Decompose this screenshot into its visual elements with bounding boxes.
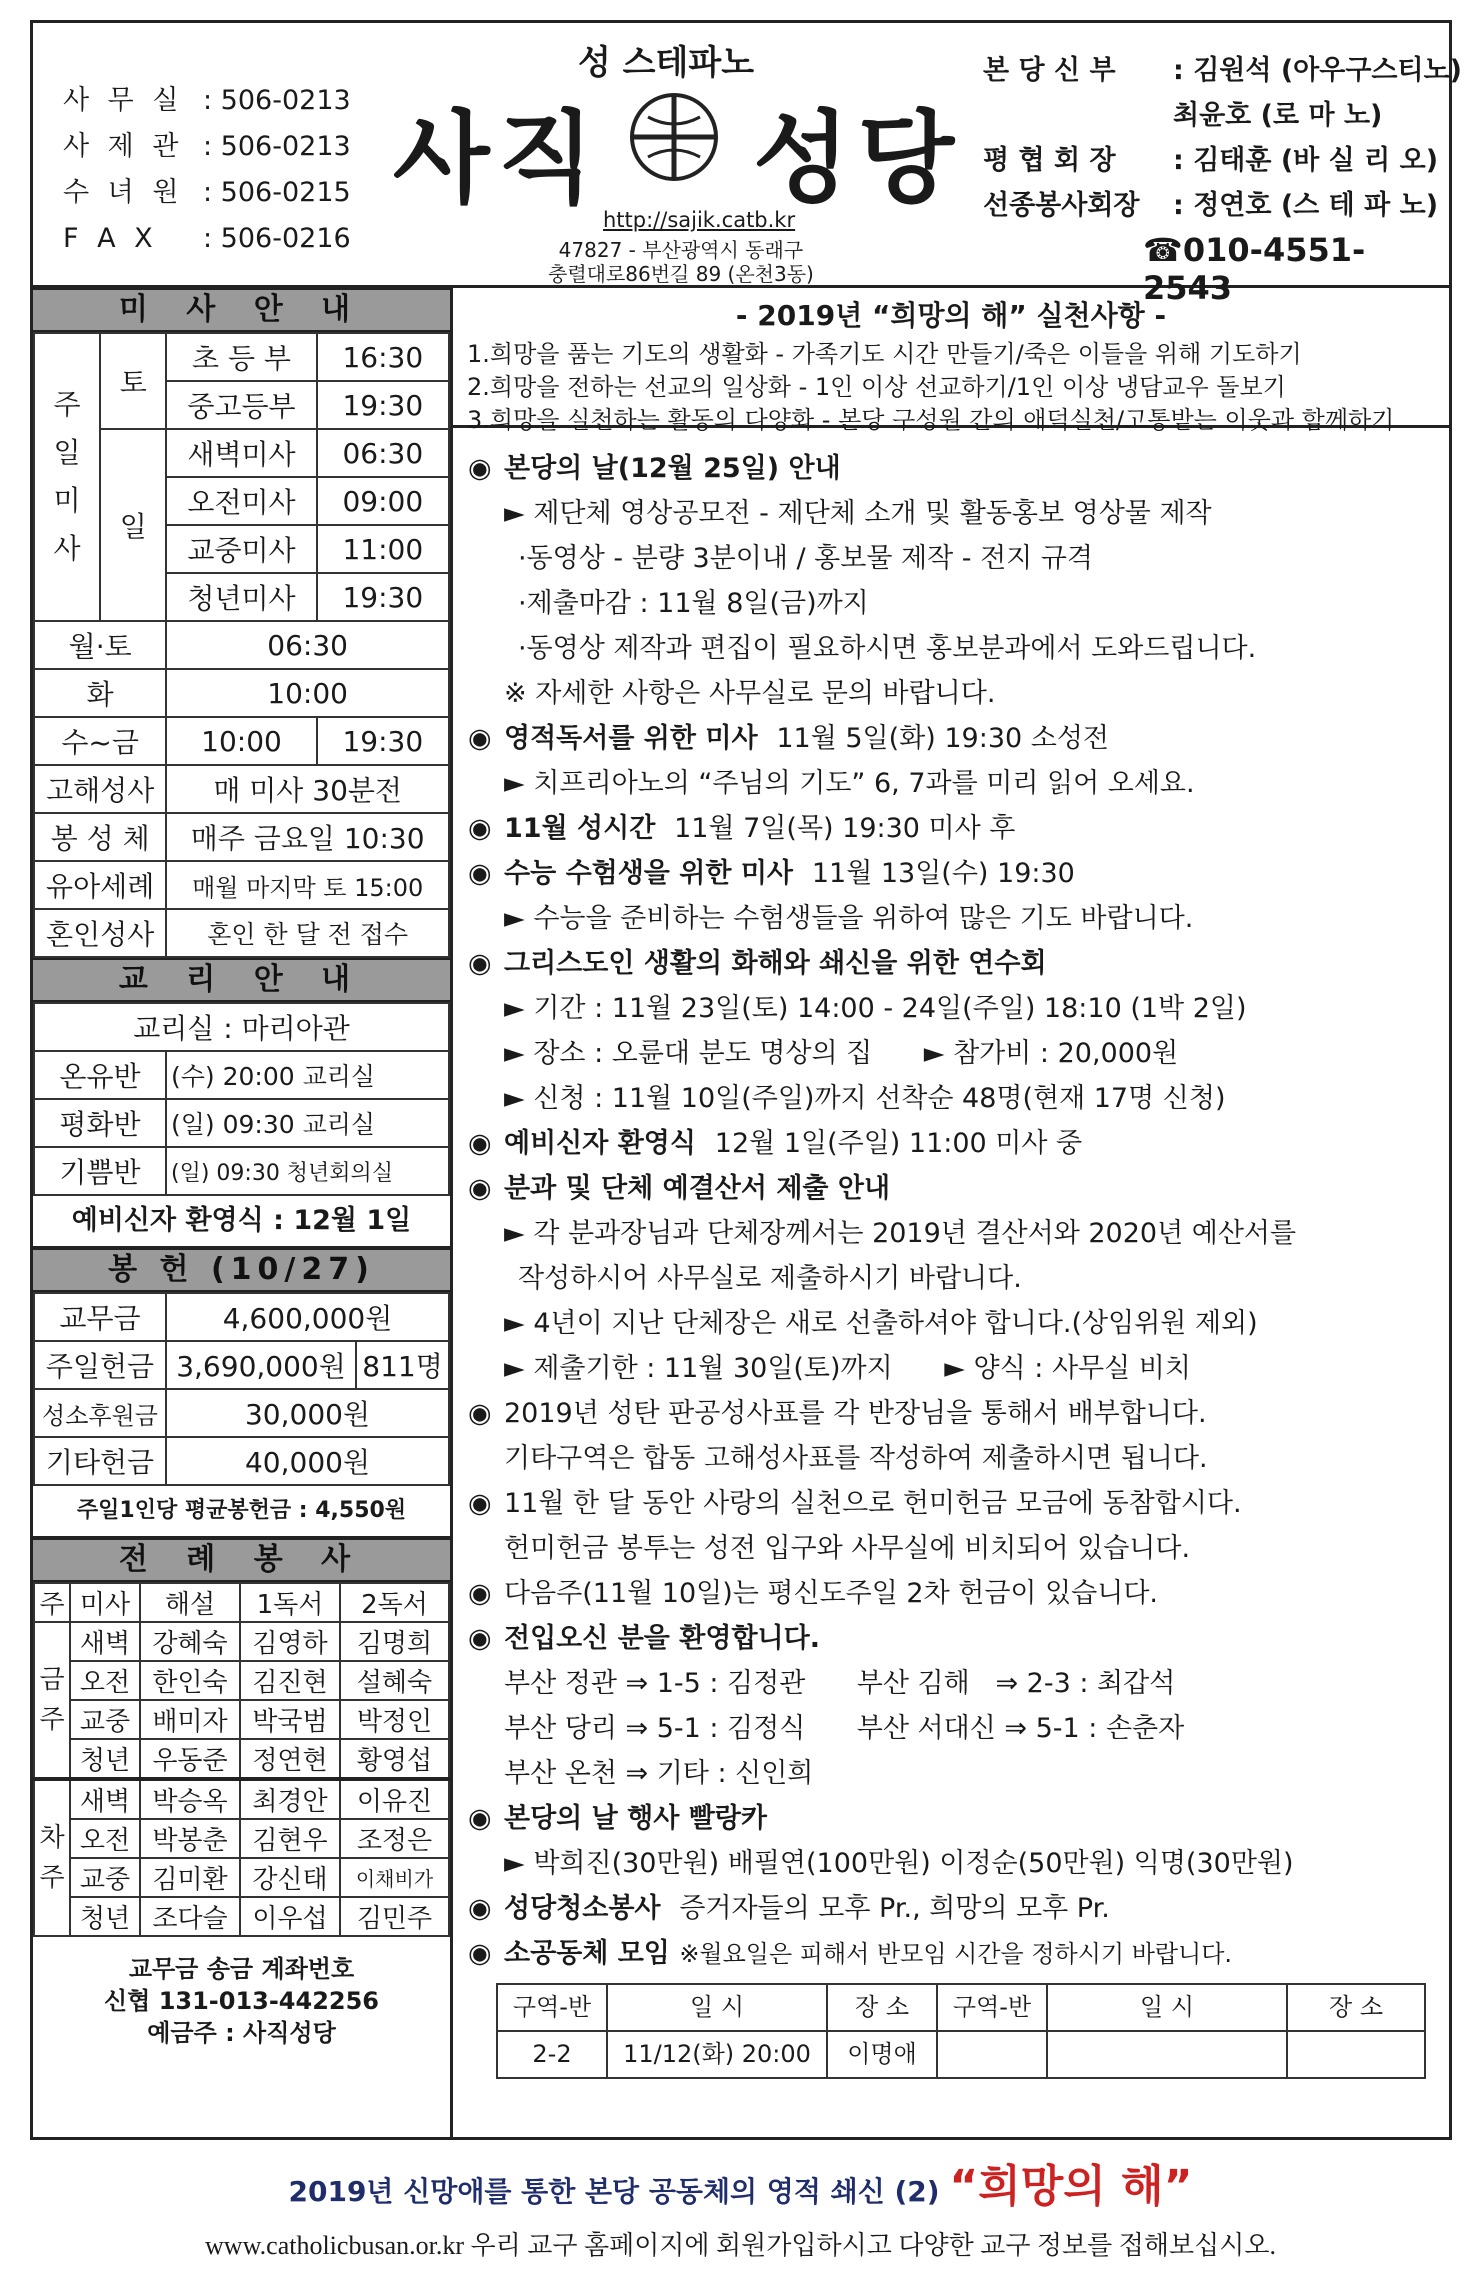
account-info: 교무금 송금 계좌번호 신협 131-013-442256 예금주 : 사직성당 <box>103 1955 380 2047</box>
table-row: 오전 박봉춘 김현우 조정은 <box>34 1819 449 1858</box>
church-name-right: 성당 <box>753 100 963 217</box>
contact-convent: 수 녀 원 : 506-0215 <box>63 177 351 208</box>
table-row: 주 미사 해설 1독서 2독서 <box>34 1583 449 1622</box>
small-community-table <box>496 1983 1426 2079</box>
cross-emblem-icon <box>628 91 720 187</box>
phone-number: ☎010-4551-2543 <box>1143 231 1366 307</box>
staff-council: 평 협 회 장 : 김태훈 (바 실 리 오) <box>983 145 1439 176</box>
table-row: 오전 한인숙 김진현 설혜숙 <box>34 1661 449 1700</box>
average-offering: 주일1인당 평균봉헌금 : 4,550원 <box>33 1486 450 1538</box>
table-row: 교중 배미자 박국범 박정인 <box>34 1700 449 1739</box>
table-row: 교무금 4,600,000원 <box>34 1293 449 1341</box>
table-row: 유아세례 매월 마지막 토 15:00 <box>34 861 449 909</box>
table-row: 구역-반 일 시 장 소 구역-반 일 시 장 소 <box>497 1984 1425 2031</box>
notice-item: ◉ 2019년 성탄 판공성사표를 각 반장님을 통해서 배부합니다. <box>468 1398 1207 1429</box>
table-row: 교중미사 11:00 <box>34 525 449 573</box>
church-name-left: 사직 <box>393 100 603 217</box>
table-row: 봉 성 체 매주 금요일 10:30 <box>34 813 449 861</box>
notice-item: ◉ 11월 한 달 동안 사랑의 실천으로 헌미헌금 모금에 동참합시다. <box>468 1488 1242 1519</box>
contact-list <box>63 78 351 262</box>
offering-table <box>33 1292 450 1486</box>
table-row: 혼인성사 혼인 한 달 전 접수 <box>34 909 449 957</box>
table-row: 차주 새벽 박승옥 최경안 이유진 <box>34 1779 449 1819</box>
table-row: 온유반 (수) 20:00 교리실 <box>34 1051 449 1099</box>
next-week-label: 차주 <box>34 1779 70 1936</box>
table-row: 월·토 06:30 <box>34 621 449 669</box>
table-row: 주일미사 토 초 등 부 16:30 <box>34 333 449 381</box>
notice-title: ◉ 본당의 날 행사 빨랑카 <box>468 1803 767 1834</box>
sunday-label: 일 <box>100 429 166 621</box>
sunday-mass-label: 주일미사 <box>34 333 100 621</box>
this-week-label: 금주 <box>34 1622 70 1779</box>
table-row: 오전미사 09:00 <box>34 477 449 525</box>
table-row: 고해성사 매 미사 30분전 <box>34 765 449 813</box>
catechism-table <box>33 1002 450 1196</box>
staff-pastor: 본 당 신 부 : 김원석 (아우구스티노) <box>983 55 1463 86</box>
mass-section-title: 미 사 안 내 <box>33 288 450 332</box>
table-row: 2-2 11/12(화) 20:00 이명애 <box>497 2031 1425 2078</box>
left-column <box>33 288 453 2140</box>
contact-fax: F A X : 506-0216 <box>63 223 351 254</box>
table-row: 주일헌금 3,690,000원 811명 <box>34 1341 449 1389</box>
table-row: 청년 우동준 정연현 황영섭 <box>34 1739 449 1779</box>
contact-office: 사 무 실 : 506-0213 <box>63 85 351 116</box>
table-row: 금주 새벽 강혜숙 김영하 김명희 <box>34 1622 449 1661</box>
notice-title: ◉ 본당의 날(12월 25일) 안내 <box>468 453 841 484</box>
table-row: 기쁨반 (일) 09:30 청년회의실 <box>34 1147 449 1195</box>
offering-section-title: 봉 헌 (10/27) <box>33 1248 450 1292</box>
table-row: 수~금 10:00 19:30 <box>34 717 449 765</box>
liturgy-table <box>33 1582 450 1937</box>
contact-rectory: 사 제 관 : 506-0213 <box>63 131 351 162</box>
notice-title: ◉ 수능 수험생을 위한 미사 11월 13일(수) 19:30 <box>468 858 1075 889</box>
table-row: 성소후원금 30,000원 <box>34 1389 449 1437</box>
table-row: 기타헌금 40,000원 <box>34 1437 449 1485</box>
notice-item: ◉ 다음주(11월 10일)는 평신도주일 2차 헌금이 있습니다. <box>468 1578 1159 1609</box>
staff-assistant: 최윤호 (로 마 노) <box>1173 100 1383 131</box>
notice-title: ◉ 11월 성시간 11월 7일(목) 19:30 미사 후 <box>468 813 1016 844</box>
footer-theme-highlight: “희망의 해” <box>949 2161 1193 2212</box>
notice-title: ◉ 분과 및 단체 예결산서 제출 안내 <box>468 1173 891 1204</box>
patron-saint: 성 스테파노 <box>578 43 755 83</box>
staff-list <box>983 48 1462 228</box>
catechism-section-title: 교 리 안 내 <box>33 958 450 1002</box>
notice-title: ◉ 예비신자 환영식 12월 1일(주일) 11:00 미사 중 <box>468 1128 1083 1159</box>
notice-title: ◉ 영적독서를 위한 미사 11월 5일(화) 19:30 소성전 <box>468 723 1110 754</box>
table-row: 교리실 : 마리아관 <box>34 1003 449 1051</box>
annual-goals: - 2019년 “희망의 해” 실천사항 - 1.희망을 품는 기도의 생활화 - 가족기도 시간 만들기/죽은 이들을 위해 기도하기 2.희망을 전하는 선교의 일상화 - 1인 이상 선교하기/1인 이상 냉담교우 돌보기 3.희망을 실천하는 활동의 다양화 - 본당 구성원 간의 애덕실천/고통받는 이웃과 함께하기 <box>453 288 1449 428</box>
liturgy-section-title: 전 례 봉 사 <box>33 1538 450 1582</box>
table-row: 일 새벽미사 06:30 <box>34 429 449 477</box>
goals-title: - 2019년 “희망의 해” 실천사항 - <box>735 299 1167 332</box>
bulletin-page <box>30 20 1463 2140</box>
saturday-label: 토 <box>100 333 166 429</box>
right-column <box>453 288 1449 2140</box>
notice-title: ◉ 그리스도인 생활의 화해와 쇄신을 위한 연수회 <box>468 948 1047 979</box>
footer-theme: 2019년 신망애를 통한 본당 공동체의 영적 쇄신 (2) “희망의 해” <box>288 2161 1193 2212</box>
header <box>33 23 1463 307</box>
mass-table <box>33 332 450 958</box>
parish-address: 47827 - 부산광역시 동래구 충렬대로86번길 89 (온천3동) <box>548 238 814 286</box>
welcome-ceremony: 예비신자 환영식 : 12월 1일 <box>33 1196 450 1248</box>
parish-website-link[interactable]: http://sajik.catb.kr <box>603 208 796 232</box>
notice-title: ◉ 성당청소봉사 증거자들의 모후 Pr., 희망의 모후 Pr. <box>468 1893 1110 1924</box>
table-row: 교중 김미환 강신태 이채비가 <box>34 1858 449 1897</box>
table-row: 화 10:00 <box>34 669 449 717</box>
notices: ◉ 본당의 날(12월 25일) 안내 ► 제단체 영상공모전 - 제단체 소개 및 활동홍보 영상물 제작 ·동영상 - 분량 3분이내 / 홍보물 제작 - 전지 규격 ·제출마감 : 11월 8일(금)까지 ·동영상 제작과 편집이 필요하시면 홍보분과에서 도와드립니다. ※ 자세한 사항은 사무실로 문의 바랍니다. ◉ 영적독서를 위한 미사 11월 5일(화) 19:30 소성전 ► 치프리아노의 “주님의 기도” 6, 7과를 미리 읽어 오세요. ◉ 11월 성시간 11월 7일(목) 19:30 미사 후 ◉ 수능 수험생을 위한 미사 11월 13일(수) 19:30 ► 수능을 준비하는 수험생들을 위하여 많은 기도 바랍니다. ◉ 그리스도인 생활의 화해와 쇄신을 위한 연수회 ► 기간 : 11월 23일(토) 14:00 - 24일(주일) 18:10 (1박 2일) ► 장소 : 오륜대 분도 명상의 집 ► 참가비 : 20,000원 ► 신청 : 11월 10일(주일)까지 선착순 48명(현재 17명 신청) ◉ 예비신자 환영식 12월 1일(주일) 11:00 미사 중 ◉ 분과 및 단체 예결산서 제출 안내 ► 각 분과장님과 단체장께서는 2019년 결산서와 2020년 예산서를 작성하시어 사무실로 제출하시기 바랍니다. ► 4년이 지난 단체장은 새로 선출하셔야 합니다.(상임위원 제외) ► 제출기한 : 11월 30일(토)까지 ► 양식 : 사무실 비치 ◉ 2019년 성탄 판공성사표를 각 반장님을 통해서 배부합니다. 기타구역은 합동 고해성사표를 작성하여 제출하시면 됩니다. ◉ 11월 한 달 동안 사랑의 실천으로 헌미헌금 모금에 동참합시다. 헌미헌금 봉투는 성전 입구와 사무실에 비치되어 있습니다. ◉ 다음주(11월 10일)는 평신도주일 2차 헌금이 있습니다. ◉ 전입오신 분을 환영합니다. 부산 정관 ⇒ 1-5 : 김정관 부산 김해 ⇒ 2-3 : 최갑석 부산 당리 ⇒ 5-1 : 김정식 부산 서대신 ⇒ 5-1 : 손춘자 부산 온천 ⇒ 기타 : 신인희 ◉ 본당의 날 행사 빨랑카 ► 박희진(30만원) 배필연(100만원) 이정순(50만원) 익명(30만원) ◉ 성당청소봉사 증거자들의 모후 Pr., 희망의 모후 Pr. ◉ 소공동체 모임 ※월요일은 피해서 반모임 시간을 정하시기 바랍니다. 구역-반 일 시 장 소 구역-반 일 시 장 소 2-2 11/12(화) 20:00 이명애 <box>453 428 1449 2079</box>
diocese-website-link[interactable]: www.catholicbusan.or.kr <box>205 2231 464 2260</box>
footer-diocese: www.catholicbusan.or.kr 우리 교구 홈페이지에 회원가입하시고 다양한 교구 정보를 접해보십시오. <box>205 2231 1276 2260</box>
table-row: 중고등부 19:30 <box>34 381 449 429</box>
notice-title: ◉ 전입오신 분을 환영합니다. <box>468 1623 820 1654</box>
notice-title: ◉ 소공동체 모임 ※월요일은 피해서 반모임 시간을 정하시기 바랍니다. <box>468 1938 1233 1969</box>
table-row: 청년미사 19:30 <box>34 573 449 621</box>
table-row: 청년 조다슬 이우섭 김민주 <box>34 1897 449 1936</box>
staff-funeral: 선종봉사회장 : 정연호 (스 테 파 노) <box>983 190 1439 221</box>
table-row: 평화반 (일) 09:30 교리실 <box>34 1099 449 1147</box>
